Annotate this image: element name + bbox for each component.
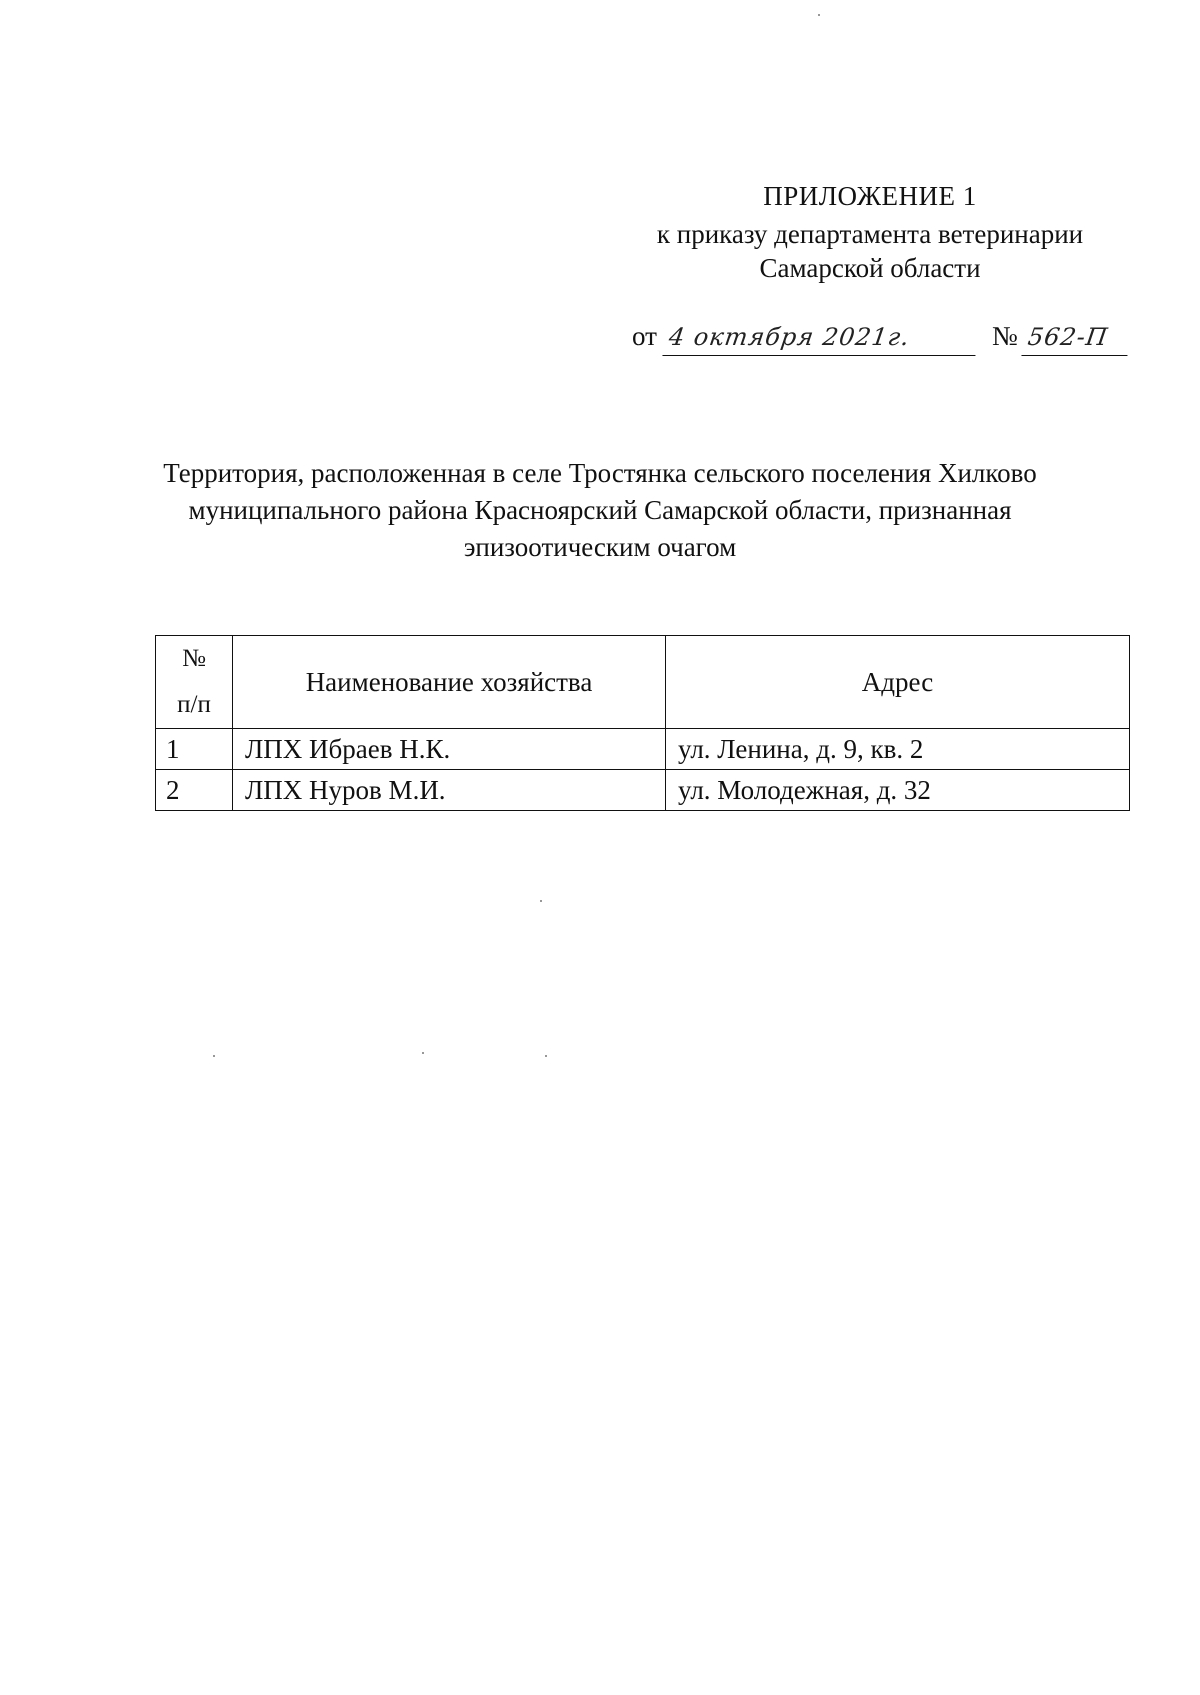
households-table bbox=[155, 635, 1130, 811]
scan-speck bbox=[540, 900, 542, 902]
row-number: 1 bbox=[156, 729, 233, 770]
row-address: ул. Ленина, д. 9, кв. 2 bbox=[666, 729, 1130, 770]
row-household-name: ЛПХ Ибраев Н.К. bbox=[233, 729, 666, 770]
order-number-handwritten: 562-П bbox=[1021, 319, 1132, 356]
row-household-name: ЛПХ Нуров М.И. bbox=[233, 770, 666, 811]
attachment-reference-line2: Самарской области bbox=[759, 253, 981, 283]
attachment-reference-line1: к приказу департамента ветеринарии bbox=[656, 219, 1084, 249]
scan-speck bbox=[545, 1055, 547, 1057]
attachment-title: ПРИЛОЖЕНИЕ 1 bbox=[763, 181, 977, 211]
table-header-row bbox=[156, 636, 1130, 729]
header-number bbox=[156, 636, 233, 729]
table-row bbox=[156, 770, 1130, 811]
header-household-name: Наименование хозяйства bbox=[233, 636, 666, 729]
scan-speck bbox=[422, 1052, 424, 1054]
document-title bbox=[130, 455, 1070, 566]
order-date-number-line bbox=[632, 318, 1130, 356]
header-number-sign: № bbox=[182, 645, 206, 672]
document-title-line: Территория, расположенная в селе Тростянка сельского поселения Хилково bbox=[163, 458, 1037, 488]
order-number-label: № bbox=[991, 321, 1018, 351]
document-title-line: эпизоотическим очагом bbox=[463, 532, 737, 562]
scan-speck bbox=[213, 1055, 215, 1057]
document-title-line: муниципального района Красноярский Самарской области, признанная bbox=[188, 495, 1012, 525]
order-from-label: от bbox=[632, 321, 657, 351]
row-address: ул. Молодежная, д. 32 bbox=[666, 770, 1130, 811]
table-row bbox=[156, 729, 1130, 770]
order-date-handwritten: 4 октября 2021г. bbox=[662, 319, 980, 356]
header-number-pp: п/п bbox=[177, 691, 211, 718]
scan-speck bbox=[818, 14, 820, 16]
row-number: 2 bbox=[156, 770, 233, 811]
header-address: Адрес bbox=[666, 636, 1130, 729]
